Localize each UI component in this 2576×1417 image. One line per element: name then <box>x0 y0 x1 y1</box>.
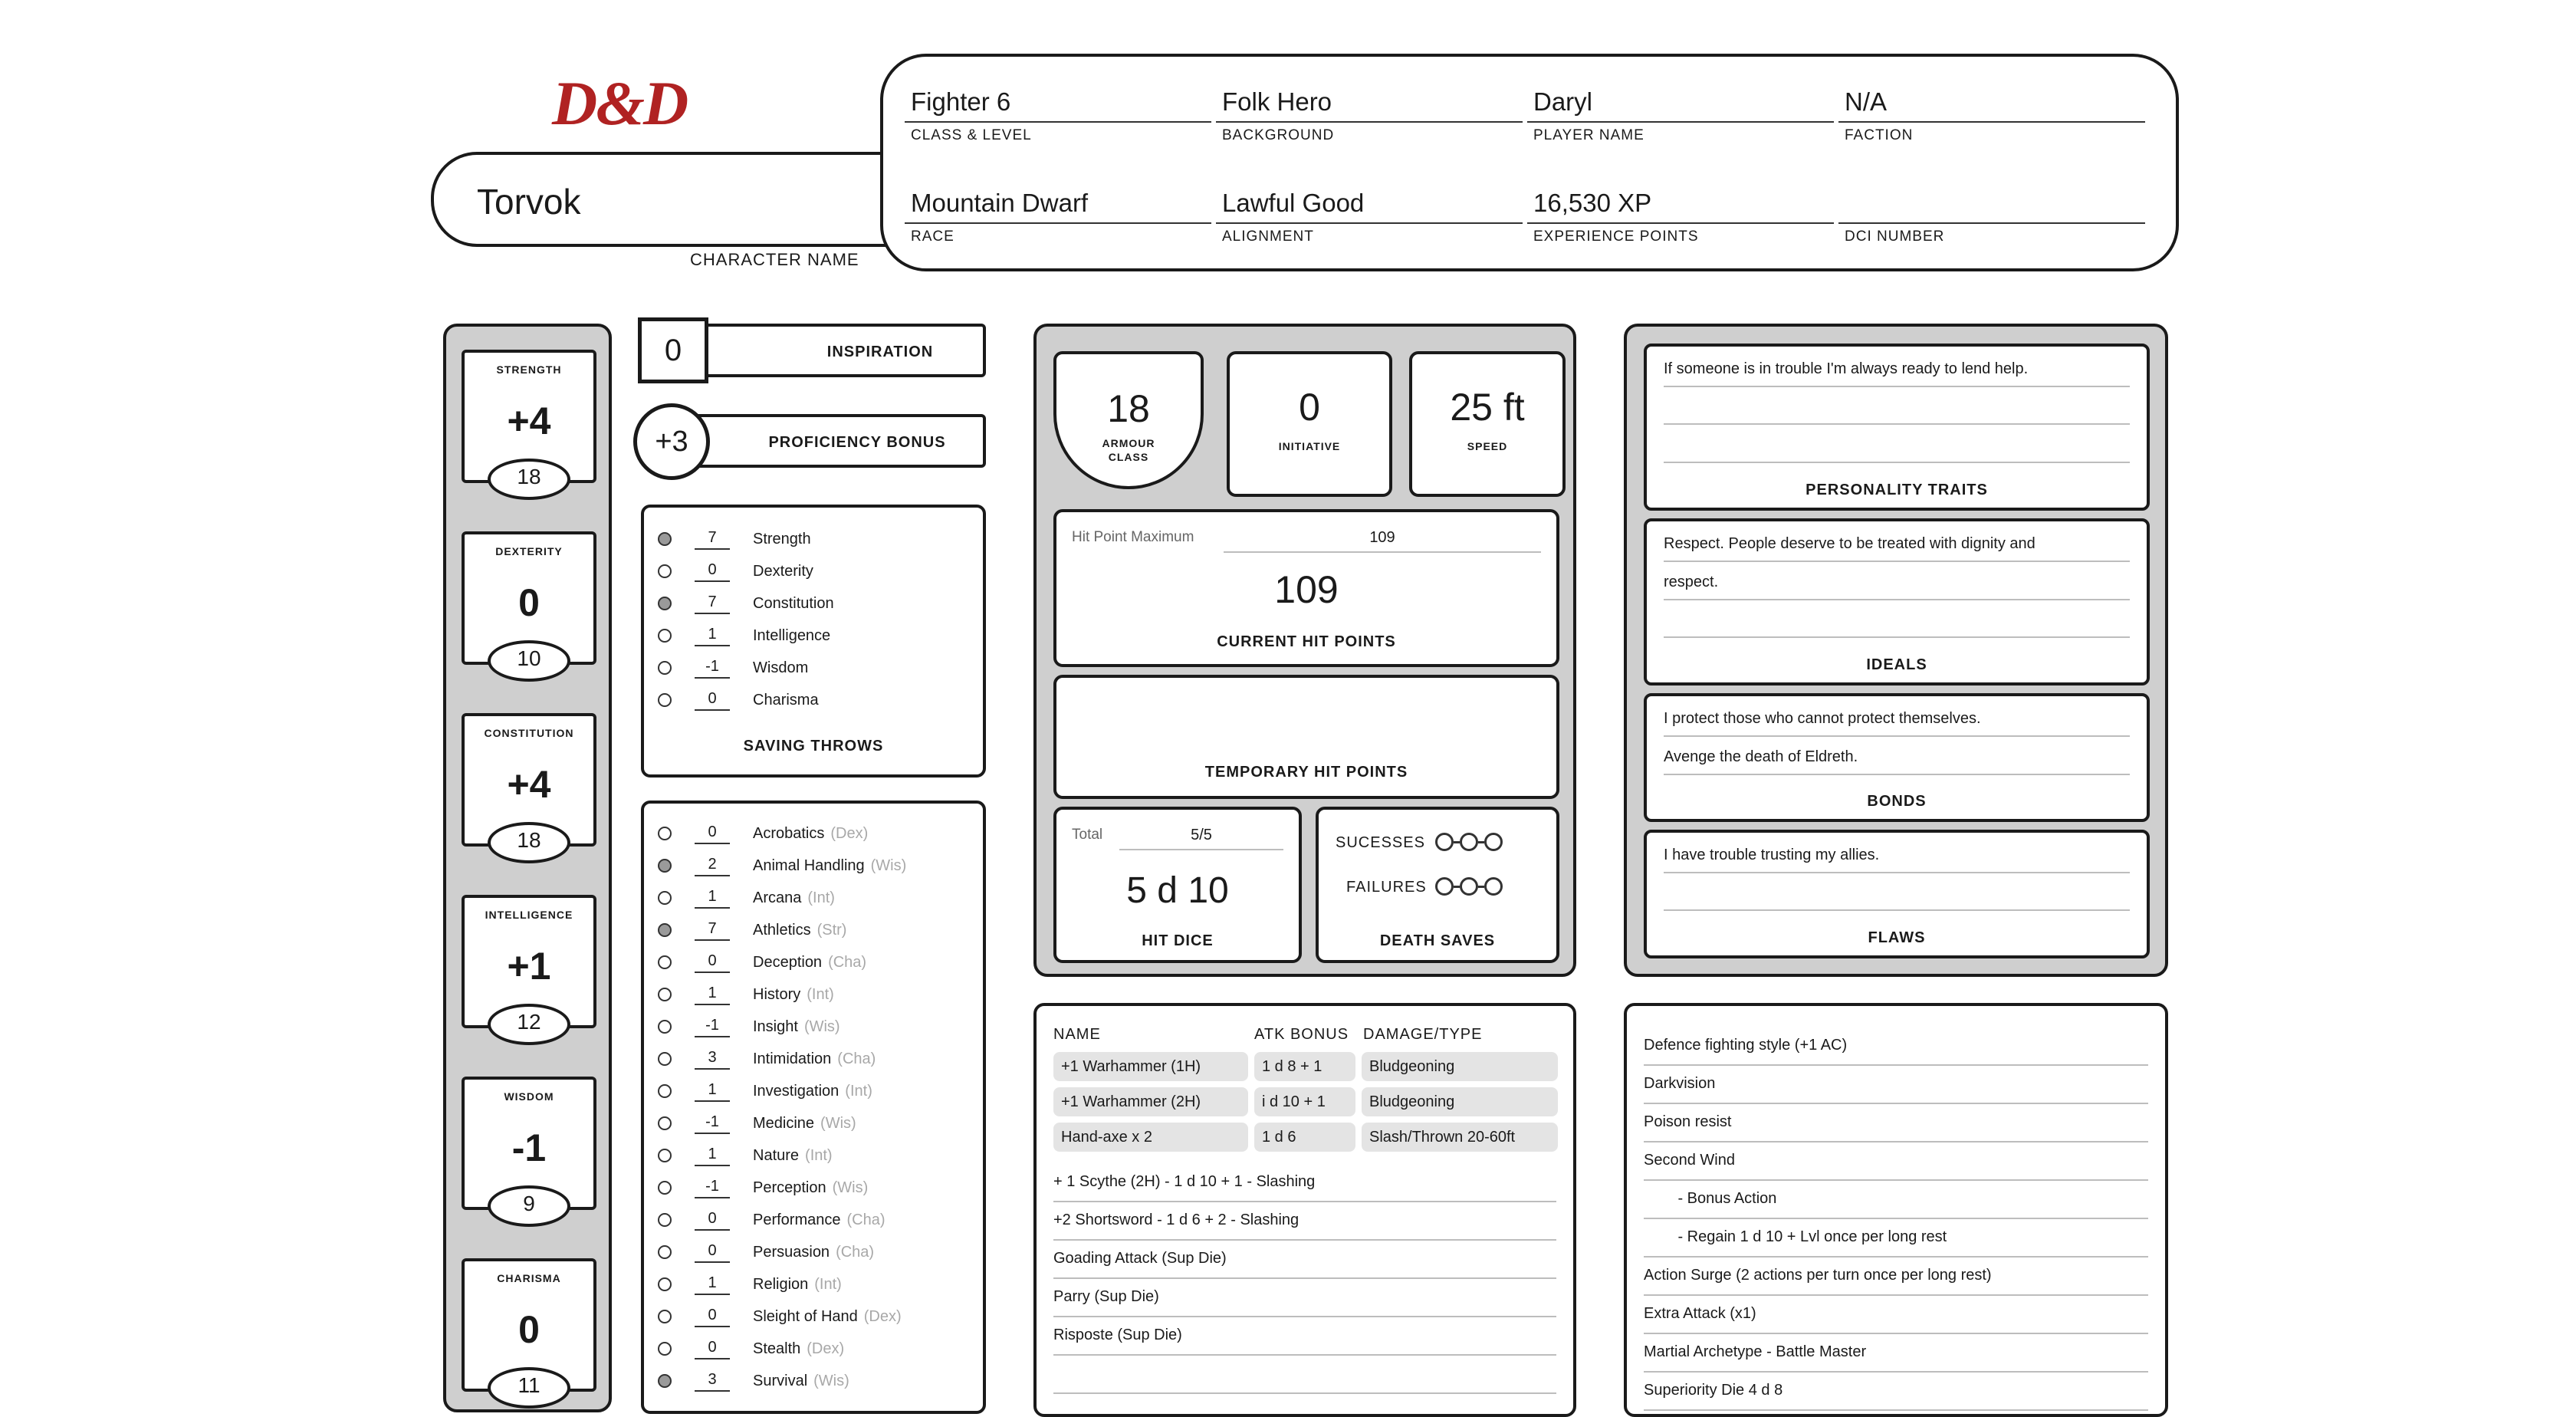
attack-name[interactable]: +1 Warhammer (2H) <box>1053 1087 1248 1116</box>
ability-modifier: +1 <box>507 945 551 988</box>
success-checkbox[interactable] <box>1435 833 1454 851</box>
proficiency-dot[interactable] <box>658 1245 672 1259</box>
skill-label: Acrobatics <box>753 824 825 842</box>
personality-line[interactable] <box>1664 437 2130 463</box>
class-level-label: CLASS & LEVEL <box>911 127 1032 143</box>
inspiration-label: INSPIRATION <box>826 344 934 360</box>
proficiency-dot[interactable] <box>658 1084 672 1098</box>
save-value: 7 <box>695 529 730 550</box>
proficiency-dot[interactable] <box>658 988 672 1001</box>
attack-bonus[interactable]: i d 10 + 1 <box>1254 1087 1355 1116</box>
feature-line[interactable]: - Bonus Action <box>1644 1179 2148 1219</box>
skill-value: 0 <box>695 1210 730 1231</box>
armour-class-label: ARMOUR <box>1102 437 1155 449</box>
hit-dice-value: 5 d 10 <box>1126 870 1229 911</box>
feature-line[interactable]: Action Surge (2 actions per turn once per long rest) <box>1644 1256 2148 1296</box>
class-level-value: Fighter 6 <box>911 87 1011 116</box>
feature-line[interactable]: Extra Attack (x1) <box>1644 1294 2148 1334</box>
temporary-hp-label: TEMPORARY HIT POINTS <box>1204 764 1408 781</box>
flaws-box[interactable] <box>1644 830 2150 958</box>
attacks-header-damage: DAMAGE/TYPE <box>1363 1026 1483 1043</box>
skill-label: Investigation <box>753 1082 840 1100</box>
save-label: Constitution <box>753 594 834 612</box>
ability-constitution[interactable] <box>462 713 596 852</box>
proficiency-dot[interactable] <box>658 1310 672 1323</box>
temporary-hp-box[interactable] <box>1053 675 1559 799</box>
feature-line[interactable]: Poison resist <box>1644 1103 2148 1142</box>
proficiency-dot[interactable] <box>658 859 672 873</box>
ability-intelligence[interactable] <box>462 895 596 1034</box>
background-field[interactable] <box>1216 86 1523 144</box>
save-value: -1 <box>695 658 730 679</box>
skill-value: 3 <box>695 1049 730 1070</box>
skill-label: History <box>753 985 801 1003</box>
skill-row[interactable] <box>658 1365 849 1397</box>
attack-bonus[interactable]: 1 d 8 + 1 <box>1254 1052 1355 1081</box>
proficiency-dot[interactable] <box>658 629 672 643</box>
death-saves-label: DEATH SAVES <box>1379 932 1496 949</box>
skill-ability: (Int) <box>845 1082 872 1100</box>
skill-ability: (Cha) <box>828 953 867 971</box>
experience-value: 16,530 XP <box>1533 189 1652 217</box>
skills-panel <box>641 801 986 1414</box>
ability-name: INTELLIGENCE <box>485 909 573 921</box>
save-value: 1 <box>695 626 730 646</box>
skill-label: Medicine <box>753 1114 815 1132</box>
skill-value: 1 <box>695 1081 730 1102</box>
skill-row[interactable] <box>658 1333 844 1365</box>
player-name-label: PLAYER NAME <box>1533 127 1644 143</box>
personality-traits-box[interactable] <box>1644 344 2150 511</box>
skill-ability: (Wis) <box>870 856 907 874</box>
alignment-field[interactable] <box>1216 187 1523 245</box>
feature-line[interactable]: Martial Archetype - Battle Master <box>1644 1333 2148 1373</box>
character-name-box[interactable] <box>431 152 906 247</box>
features-panel <box>1624 1003 2168 1417</box>
success-checkbox[interactable] <box>1460 833 1478 851</box>
attack-bonus[interactable]: 1 d 6 <box>1254 1123 1355 1152</box>
inspiration-value[interactable]: 0 <box>638 317 708 383</box>
proficiency-value[interactable]: +3 <box>633 403 710 480</box>
skill-row[interactable] <box>658 1268 842 1300</box>
proficiency-dot[interactable] <box>658 1374 672 1388</box>
skill-row[interactable] <box>658 978 834 1011</box>
current-hp-value: 109 <box>1274 568 1339 611</box>
character-info-header <box>880 54 2179 271</box>
failures-label: FAILURES <box>1346 879 1427 896</box>
success-checkbox[interactable] <box>1484 833 1503 851</box>
armour-class-label: CLASS <box>1108 451 1149 463</box>
skill-ability: (Wis) <box>832 1179 869 1196</box>
skill-ability: (Cha) <box>846 1211 886 1228</box>
ideals-box[interactable] <box>1644 518 2150 685</box>
attack-name[interactable]: +1 Warhammer (1H) <box>1053 1052 1248 1081</box>
proficiency-dot[interactable] <box>658 1213 672 1227</box>
flaws-label: FLAWS <box>1868 929 1926 946</box>
dci-field[interactable] <box>1838 187 2145 245</box>
feature-line[interactable]: Second Wind <box>1644 1141 2148 1181</box>
ability-name: CHARISMA <box>497 1272 561 1284</box>
saving-throw-constitution[interactable] <box>658 587 834 620</box>
proficiency-dot[interactable] <box>658 1181 672 1195</box>
skill-row[interactable] <box>658 1011 840 1043</box>
hit-dice-total-value[interactable]: 5/5 <box>1119 827 1283 850</box>
feature-line[interactable]: Darkvision <box>1644 1064 2148 1104</box>
experience-field[interactable] <box>1527 187 1834 245</box>
ability-wisdom[interactable] <box>462 1077 596 1215</box>
save-label: Strength <box>753 530 811 547</box>
speed-value: 25 ft <box>1450 386 1525 429</box>
skill-value: -1 <box>695 1178 730 1198</box>
saving-throw-strength[interactable] <box>658 523 811 555</box>
skill-label: Insight <box>753 1018 798 1035</box>
ideals-line[interactable]: Respect. People deserve to be treated with dignity and <box>1664 535 2130 562</box>
ability-name: CONSTITUTION <box>484 727 574 739</box>
skill-value: 0 <box>695 1339 730 1359</box>
ideals-line[interactable]: respect. <box>1664 574 2130 600</box>
proficiency-dot[interactable] <box>658 891 672 905</box>
dnd-logo: D&D <box>552 68 688 138</box>
ability-scores-panel <box>443 324 612 1412</box>
ability-strength[interactable] <box>462 350 596 488</box>
race-field[interactable] <box>905 187 1211 245</box>
skill-label: Deception <box>753 953 823 971</box>
faction-label: FACTION <box>1845 127 1914 143</box>
attacks-panel <box>1033 1003 1576 1417</box>
ability-charisma[interactable] <box>462 1258 596 1397</box>
failure-checkbox[interactable] <box>1484 877 1503 896</box>
failure-checkbox[interactable] <box>1435 877 1454 896</box>
ability-dexterity[interactable] <box>462 531 596 670</box>
hit-dice-total-label: Total <box>1072 827 1103 843</box>
attack-note[interactable]: Goading Attack (Sup Die) <box>1053 1239 1556 1279</box>
skill-value: 3 <box>695 1371 730 1392</box>
proficiency-dot[interactable] <box>658 693 672 707</box>
attack-note[interactable]: Parry (Sup Die) <box>1053 1277 1556 1317</box>
proficiency-bar <box>682 414 986 468</box>
ability-score[interactable]: 12 <box>488 1004 570 1045</box>
skill-row[interactable] <box>658 1043 876 1075</box>
skill-value: 0 <box>695 824 730 844</box>
save-label: Intelligence <box>753 626 831 644</box>
skill-row[interactable] <box>658 1236 874 1268</box>
skill-ability: (Wis) <box>820 1114 856 1132</box>
hit-dice-box[interactable] <box>1053 807 1302 963</box>
feature-line[interactable]: Superiority Die 4 d 8 <box>1644 1371 2148 1411</box>
race-label: RACE <box>911 228 955 245</box>
skill-label: Sleight of Hand <box>753 1307 858 1325</box>
saving-throw-wisdom[interactable] <box>658 652 808 684</box>
speed-label: SPEED <box>1467 440 1508 452</box>
skill-ability: (Int) <box>805 1146 833 1164</box>
saving-throw-charisma[interactable] <box>658 684 819 716</box>
save-label: Dexterity <box>753 562 813 580</box>
skill-value: 1 <box>695 888 730 909</box>
save-label: Wisdom <box>753 659 809 676</box>
skill-ability: (Cha) <box>836 1243 875 1261</box>
hp-max-label: Hit Point Maximum <box>1072 529 1194 545</box>
inspiration-bar <box>682 324 986 377</box>
alignment-label: ALIGNMENT <box>1222 228 1314 245</box>
successes-label: SUCESSES <box>1336 834 1425 851</box>
skill-row[interactable] <box>658 850 906 882</box>
proficiency-dot[interactable] <box>658 1116 672 1130</box>
ability-modifier: +4 <box>507 399 551 442</box>
failure-checkboxes[interactable] <box>1435 877 1503 896</box>
skill-label: Stealth <box>753 1340 801 1357</box>
skill-ability: (Dex) <box>807 1340 845 1357</box>
proficiency-dot[interactable] <box>658 564 672 578</box>
proficiency-dot[interactable] <box>658 923 672 937</box>
ability-modifier: -1 <box>511 1126 547 1169</box>
skill-label: Survival <box>753 1372 808 1389</box>
bonds-line[interactable]: I protect those who cannot protect themselves. <box>1664 710 2130 737</box>
skill-ability: (Str) <box>816 921 847 939</box>
speed-box[interactable] <box>1409 351 1566 497</box>
initiative-value: 0 <box>1299 386 1320 429</box>
character-name: Torvok <box>477 182 581 222</box>
race-value: Mountain Dwarf <box>911 189 1089 217</box>
experience-label: EXPERIENCE POINTS <box>1533 228 1699 245</box>
skill-ability: (Int) <box>814 1275 842 1293</box>
faction-field[interactable] <box>1838 86 2145 144</box>
flaws-line[interactable]: I have trouble trusting my allies. <box>1664 847 2130 873</box>
proficiency-dot[interactable] <box>658 1020 672 1034</box>
proficiency-dot[interactable] <box>658 1149 672 1162</box>
attack-note[interactable] <box>1053 1354 1556 1394</box>
skill-value: 0 <box>695 1242 730 1263</box>
combat-panel <box>1033 324 1576 977</box>
ability-modifier: 0 <box>518 581 540 624</box>
failure-checkbox[interactable] <box>1460 877 1478 896</box>
saving-throw-intelligence[interactable] <box>658 620 830 652</box>
skill-ability: (Wis) <box>813 1372 849 1389</box>
attack-damage[interactable]: Bludgeoning <box>1362 1052 1558 1081</box>
skill-ability: (Int) <box>807 889 835 906</box>
ability-name: STRENGTH <box>496 363 562 376</box>
skill-value: 1 <box>695 1274 730 1295</box>
armour-class-value: 18 <box>1107 387 1150 430</box>
skill-label: Nature <box>753 1146 800 1164</box>
attacks-header-name: NAME <box>1053 1026 1101 1043</box>
ability-modifier: 0 <box>518 1308 540 1351</box>
skill-row[interactable] <box>658 1075 872 1107</box>
ability-modifier: +4 <box>507 763 551 806</box>
ability-score[interactable]: 18 <box>488 822 570 863</box>
alignment-value: Lawful Good <box>1222 189 1365 217</box>
attack-damage[interactable]: Slash/Thrown 20-60ft <box>1362 1123 1558 1152</box>
save-value: 7 <box>695 593 730 614</box>
current-hp-box[interactable] <box>1053 509 1559 667</box>
save-value: 0 <box>695 690 730 711</box>
dci-label: DCI NUMBER <box>1845 228 1945 245</box>
skill-value: -1 <box>695 1113 730 1134</box>
save-label: Charisma <box>753 691 819 708</box>
proficiency-dot[interactable] <box>658 532 672 546</box>
skill-value: 1 <box>695 1146 730 1166</box>
personality-line[interactable]: If someone is in trouble I'm always ready to lend help. <box>1664 360 2130 387</box>
personality-traits-label: PERSONALITY TRAITS <box>1806 482 1988 498</box>
proficiency-label: PROFICIENCY BONUS <box>768 434 946 451</box>
traits-panel <box>1624 324 2168 977</box>
skill-value: 7 <box>695 920 730 941</box>
initiative-label: INITIATIVE <box>1278 440 1341 452</box>
attack-note[interactable]: Risposte (Sup Die) <box>1053 1316 1556 1356</box>
skill-row[interactable] <box>658 1139 833 1172</box>
skill-ability: (Wis) <box>803 1018 840 1035</box>
ideals-label: IDEALS <box>1866 656 1927 673</box>
personality-line[interactable] <box>1664 399 2130 425</box>
player-name-field[interactable] <box>1527 86 1834 144</box>
skill-row[interactable] <box>658 946 866 978</box>
bonds-line[interactable]: Avenge the death of Eldreth. <box>1664 748 2130 775</box>
bonds-box[interactable] <box>1644 693 2150 822</box>
skill-label: Athletics <box>753 921 811 939</box>
attacks-header-atk: ATK BONUS <box>1254 1026 1349 1043</box>
skill-value: 0 <box>695 1307 730 1327</box>
save-value: 0 <box>695 561 730 582</box>
skill-label: Persuasion <box>753 1243 830 1261</box>
skill-label: Arcana <box>753 889 802 906</box>
bonds-label: BONDS <box>1867 793 1927 810</box>
armour-class-shield[interactable] <box>1053 351 1204 489</box>
death-saves-box <box>1316 807 1559 963</box>
ability-name: DEXTERITY <box>495 545 563 557</box>
proficiency-dot[interactable] <box>658 827 672 840</box>
initiative-box[interactable] <box>1227 351 1392 497</box>
saving-throws-panel <box>641 505 986 778</box>
class-level-field[interactable] <box>905 86 1211 144</box>
ideals-line[interactable] <box>1664 612 2130 638</box>
proficiency-dot[interactable] <box>658 1277 672 1291</box>
feature-line[interactable]: - Regain 1 d 10 + Lvl once per long rest <box>1644 1218 2148 1258</box>
skill-value: 0 <box>695 952 730 973</box>
current-hp-label: CURRENT HIT POINTS <box>1217 633 1396 650</box>
skill-row[interactable] <box>658 1300 902 1333</box>
skill-label: Perception <box>753 1179 826 1196</box>
skill-label: Religion <box>753 1275 809 1293</box>
skill-label: Intimidation <box>753 1050 832 1067</box>
skill-value: -1 <box>695 1017 730 1037</box>
skill-ability: (Cha) <box>837 1050 876 1067</box>
proficiency-dot[interactable] <box>658 661 672 675</box>
success-checkboxes[interactable] <box>1435 833 1503 851</box>
feature-line[interactable]: Defence fighting style (+1 AC) <box>1644 1026 2148 1066</box>
proficiency-dot[interactable] <box>658 1342 672 1356</box>
saving-throws-title: SAVING THROWS <box>743 738 884 755</box>
skill-label: Performance <box>753 1211 841 1228</box>
ability-score[interactable]: 10 <box>488 640 570 682</box>
character-name-label: CHARACTER NAME <box>690 250 859 269</box>
skill-row[interactable] <box>658 882 835 914</box>
skill-label: Animal Handling <box>753 856 865 874</box>
flaws-line[interactable] <box>1664 885 2130 911</box>
skill-ability: (Dex) <box>863 1307 902 1325</box>
proficiency-dot[interactable] <box>658 955 672 969</box>
saving-throw-dexterity[interactable] <box>658 555 813 587</box>
faction-value: N/A <box>1845 87 1888 116</box>
ability-score[interactable]: 9 <box>488 1185 570 1227</box>
skill-row[interactable] <box>658 1204 886 1236</box>
attack-note[interactable]: + 1 Scythe (2H) - 1 d 10 + 1 - Slashing <box>1053 1162 1556 1202</box>
skill-value: 1 <box>695 985 730 1005</box>
skill-row[interactable] <box>658 914 846 946</box>
attack-damage[interactable]: Bludgeoning <box>1362 1087 1558 1116</box>
ability-score[interactable]: 11 <box>488 1367 570 1409</box>
skill-ability: (Int) <box>807 985 834 1003</box>
background-value: Folk Hero <box>1222 87 1332 116</box>
proficiency-dot[interactable] <box>658 597 672 610</box>
skill-row[interactable] <box>658 1107 856 1139</box>
skill-row[interactable] <box>658 1172 868 1204</box>
attack-note[interactable]: +2 Shortsword - 1 d 6 + 2 - Slashing <box>1053 1201 1556 1241</box>
skill-value: 2 <box>695 856 730 876</box>
background-label: BACKGROUND <box>1222 127 1335 143</box>
hp-max-value[interactable]: 109 <box>1224 529 1541 553</box>
hit-dice-label: HIT DICE <box>1142 932 1214 949</box>
ability-score[interactable]: 18 <box>488 459 570 500</box>
proficiency-dot[interactable] <box>658 1052 672 1066</box>
dci-value <box>1838 187 2145 219</box>
player-name-value: Daryl <box>1533 87 1593 116</box>
ability-name: WISDOM <box>504 1090 554 1103</box>
skill-row[interactable] <box>658 817 868 850</box>
skill-ability: (Dex) <box>830 824 869 842</box>
attack-name[interactable]: Hand-axe x 2 <box>1053 1123 1248 1152</box>
